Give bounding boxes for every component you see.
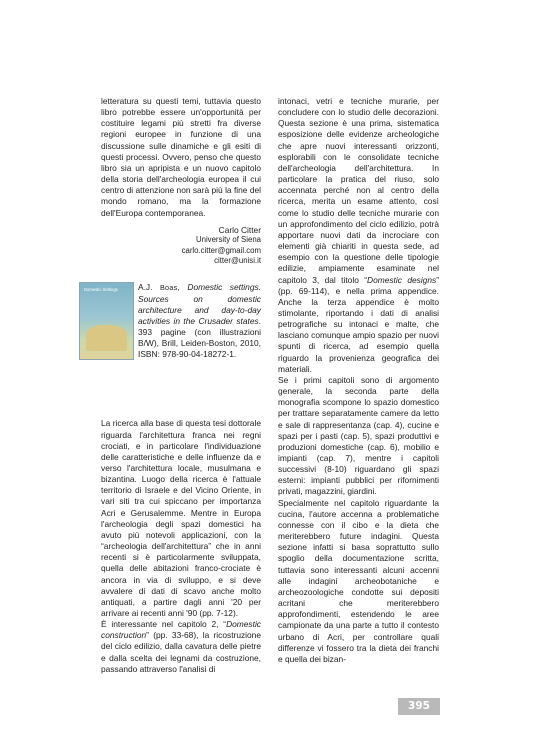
book-reference: A.J. Boas, Domestic settings. Sources on domestic architecture and day-to-day activities in the Crusader states. 393 pagine (con illustrazioni B/W), Brill, Leiden-Boston, 2010, ISBN: 978-90-04-18272-1. — [138, 282, 261, 360]
book-title: Domestic settings. Sources on domestic architecture and day-to-day activities in the Crusader states — [138, 282, 261, 326]
right-paragraph-1 — [278, 96, 439, 375]
left-column — [84, 96, 261, 675]
signature-name: Carlo Citter — [218, 224, 261, 235]
author-initials: A.J. — [138, 282, 153, 293]
review-header — [84, 282, 261, 407]
body-paragraph-2 — [101, 619, 261, 675]
right-p1-text-a: intonaci, vetri e tecniche murarie, per concludere con lo studio delle decorazioni. Questa sezione è una prima, sistematica esposizione delle evidenze archeologiche che apre nuovi interessanti orizzonti, esplorabili con le consolidate tecniche dell'archeologia dell'architettura. In particolare la pratica del riuso, solo accennata perché non al centro della ricerca, merita un esame attento, così come lo studio delle tecniche murarie con un approfondimento del ciclo edilizio, potrà apportare nuovi dati da incrociare con elementi già chiariti in questa sede, ad esempio con la questione delle tipologie edilizie, ampiamente esaminate nel capitolo 3, dal titolo “ — [278, 96, 439, 285]
page-number: 395 — [398, 698, 440, 715]
body2-emphasis: Domestic construction — [101, 619, 261, 641]
book-cover-illustration — [86, 325, 127, 351]
signature-email-2: citter@unisi.it — [214, 255, 261, 265]
right-p1-text-b: ” (pp. 69-114), e nella prima appendice. Anche la terza appendice è molto stimolante, riportando i dati di analisi petrografiche su intonaci e malte, che lasciano comunque ampio spazio per nuovi spunti di ricerca, ad esempio quella riguardo la provenienza geografica dei materiali. — [278, 274, 439, 374]
intro-paragraph: letteratura su questi temi, tuttavia questo libro potrebbe essere un'opportunità per costituire legami più stretti fra diverse regioni europee in funzione di una discussione sulle dinamiche e gli esiti di questi processi. Ovvero, penso che questo libro sia un apripista e un nuovo capitolo della storia dell'archeologia europea il cui centro di attenzione non sarà più la fine del mondo romano, ma la formazione dell'Europa contemporanea. — [101, 96, 261, 218]
book-cover-title: Domestic Settings — [84, 287, 118, 293]
body-paragraph-1: La ricerca alla base di questa tesi dottorale riguarda l'architettura franca nei regni crociati, e in particolare l'individuazione delle caratteristiche e delle influenze da e verso l'architettura locale, musulmana e bizantina. Luogo della ricerca è l'attuale territorio di Israele e del Vicino Oriente, in vari siti tra cui spiccano per importanza Acri e Gerusalemme. Mentre in Europa l'archeologia degli spazi domestici ha avuto più notevoli applicazioni, con la “archeologia dell'architettura” che in anni recenti si è particolarmente sviluppata, quella delle abitazioni franco-crociate è ancora in via di sviluppo, e si deve avvalere di dati di scavo anche molto antiquati, a partire dagli anni '20 per arrivare ai recenti anni '90 (pp. 7-12). — [101, 418, 261, 618]
book-cover-image — [79, 282, 134, 360]
body2-text-a: È interessante nel capitolo 2, “ — [101, 619, 227, 630]
author-surname: Boas — [159, 283, 178, 293]
right-column — [278, 96, 439, 665]
book-details: . 393 pagine (con illustrazioni B/W), Brill, Leiden-Boston, 2010, ISBN: 978-90-04-18272-1. — [138, 315, 261, 360]
signature-email-1: carlo.citter@gmail.com — [181, 245, 261, 255]
right-p1-emphasis: Domestic designs — [367, 274, 437, 285]
signature-block — [101, 225, 261, 267]
body2-text-b: ” (pp. 33-68), la ricostruzione del ciclo edilizio, dalla cavatura delle pietre e dalla scelta dei legnami da costruzione, passando attraverso l'analisi di — [101, 630, 261, 674]
signature-affiliation: University of Siena — [195, 235, 261, 245]
right-paragraph-2: Se i primi capitoli sono di argomento generale, la seconda parte della monografia scompone lo spazio domestico per trattare separatamente camere da letto e sale di rappresentanza (cap. 4), cucine e spazi per i pasti (cap. 5), spazi produttivi e produzioni domestiche (cap. 6), mobilio e impianti (cap. 7), mentre i capitoli successivi (8-10) riguardano gli spazi esterni: impianti pubblici per rifornimenti privati, magazzini, giardini. — [278, 374, 439, 497]
right-paragraph-3: Specialmente nel capitolo riguardante la cucina, l'autore accenna a problematiche connesse con il cibo e la dieta che meriterebbero future indagini. Questa sezione infatti si basa soprattutto sullo spoglio della documentazione scritta, tuttavia sono interessanti alcuni accenni alle indagini archeobotaniche e archeozoologiche condotte sui depositi acritani che meriterebbero approfondimenti, estendendo le aree campionate da una parte a tutto il contesto urbano di Acri, per controllare quali differenze vi fossero tra la dieta dei franchi e quella dei bizan- — [278, 497, 439, 664]
